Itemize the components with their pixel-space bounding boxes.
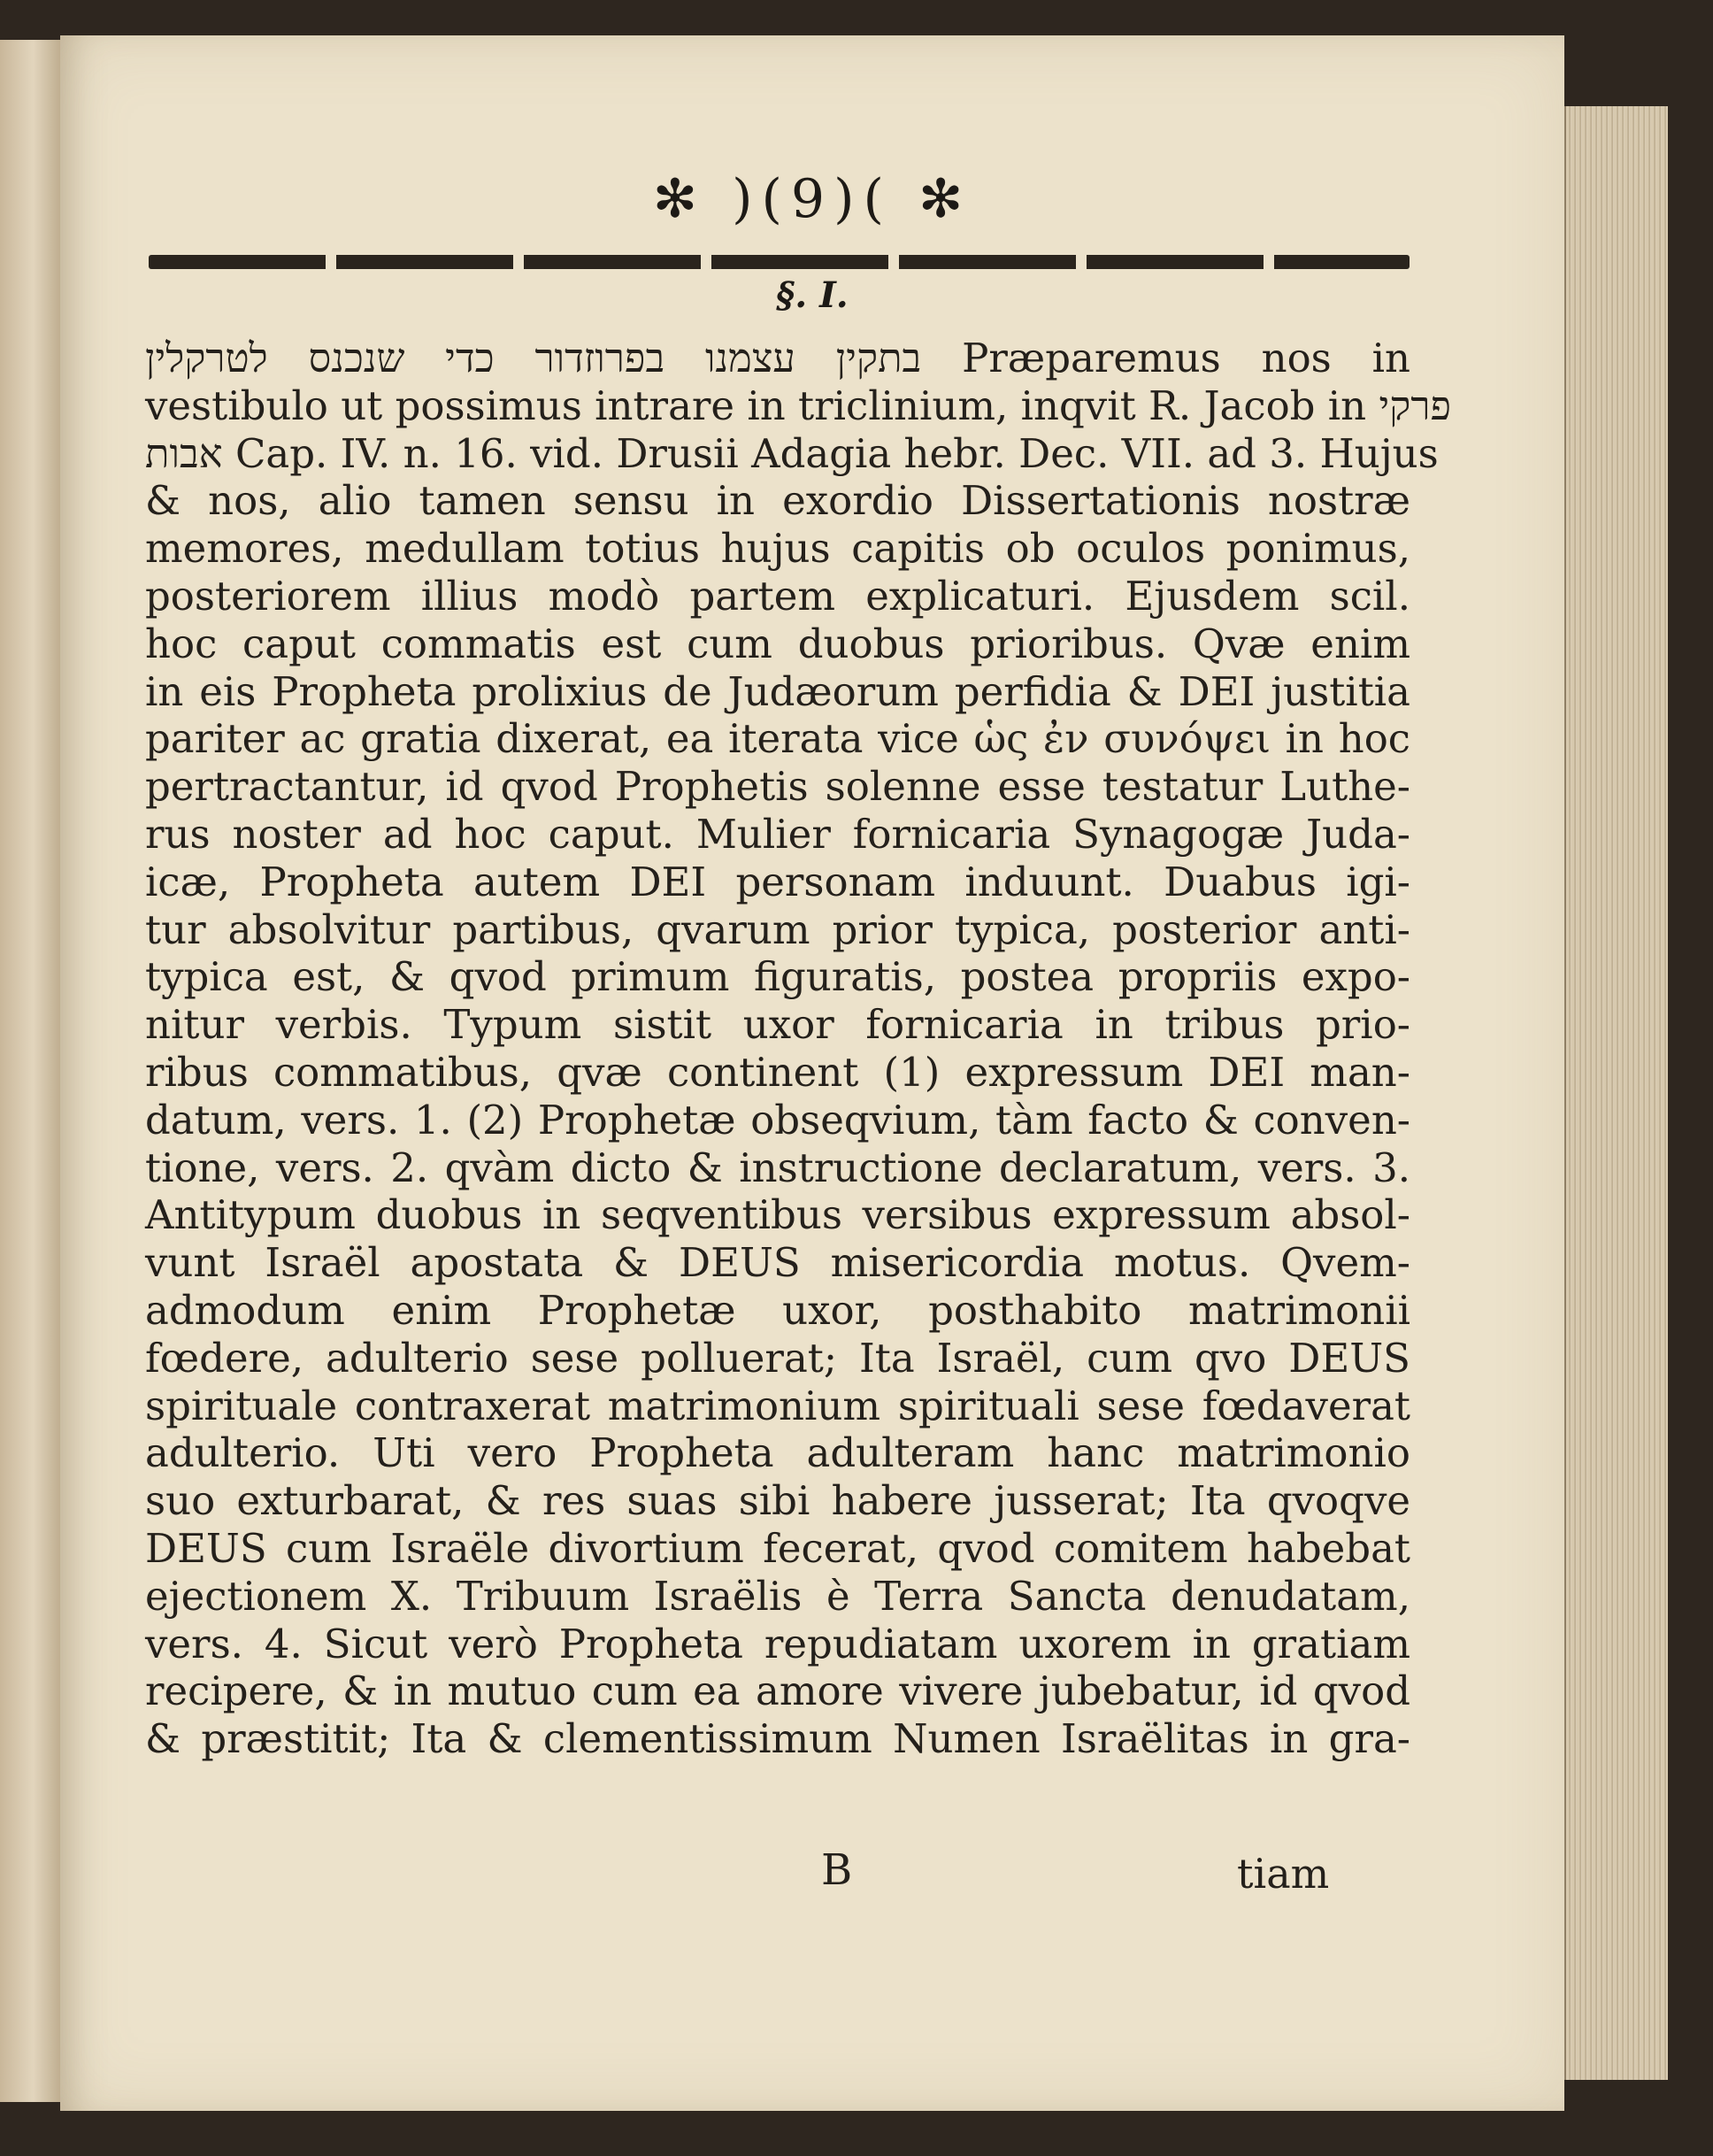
text-line: posteriorem illius modò partem explicaturi. Ejusdem scil. <box>145 572 1410 620</box>
text-line: spirituale contraxerat matrimonium spirituali sese fœdaverat <box>145 1382 1410 1429</box>
text-line: in eis Propheta prolixius de Judæorum perfidia & DEI justitia <box>145 667 1410 715</box>
text-line: בתקין עצמנו בפרוזדור כדי שנכנס לטרקלין Præparemus nos in <box>145 335 1410 381</box>
text-line: suo exturbarat, & res suas sibi habere jusserat; Ita qvoqve <box>145 1477 1410 1525</box>
text-line: vunt Israël apostata & DEUS misericordia motus. Qvem- <box>145 1239 1410 1287</box>
text-line: אבות Cap. IV. n. 16. vid. Drusii Adagia hebr. Dec. VII. ad 3. Hujus <box>145 429 1439 477</box>
text-line: recipere, & in mutuo cum ea amore vivere jubebatur, id qvod <box>145 1667 1410 1715</box>
text-line: & nos, alio tamen sensu in exordio Dissertationis nostræ <box>145 477 1410 525</box>
text-line: ribus commatibus, qvæ continent (1) expressum DEI man- <box>145 1048 1410 1096</box>
text-line: nitur verbis. Typum sistit uxor fornicaria in tribus prio- <box>145 1001 1410 1049</box>
text-line: pariter ac gratia dixerat, ea iterata vice ὡς ἐν συνόψει in hoc <box>145 715 1410 763</box>
text-line: fœdere, adulterio sese polluerat; Ita Israël, cum qvo DEUS <box>145 1334 1410 1382</box>
text-line: DEUS cum Israële divortium fecerat, qvod comitem habebat <box>145 1524 1410 1572</box>
catchword: tiam <box>1237 1850 1330 1898</box>
text-line: hoc caput commatis est cum duobus prioribus. Qvæ enim <box>145 620 1410 667</box>
text-line: tur absolvitur partibus, qvarum prior typica, posterior anti- <box>145 905 1410 953</box>
text-line: admodum enim Prophetæ uxor, posthabito matrimonii <box>145 1286 1410 1334</box>
book-page <box>60 35 1564 2111</box>
text-line: vestibulo ut possimus intrare in triclinium, inqvit R. Jacob in פרקי <box>145 381 1452 429</box>
text-line: datum, vers. 1. (2) Prophetæ obseqvium, tàm facto & conven- <box>145 1096 1410 1143</box>
text-line: adulterio. Uti vero Propheta adulteram hanc matrimonio <box>145 1429 1410 1477</box>
section-mark: §. I. <box>776 274 849 316</box>
header-ornament: ✻ )(9)( ✻ <box>652 168 972 230</box>
text-line: ejectionem X. Tribuum Israëlis è Terra Sancta denudatam, <box>145 1572 1410 1620</box>
text-line: Antitypum duobus in seqventibus versibus expressum absol- <box>145 1191 1410 1239</box>
text-line: pertractantur, id qvod Prophetis solenne esse testatur Luthe- <box>145 763 1410 811</box>
left-page-edge <box>0 40 62 2102</box>
text-line: tione, vers. 2. qvàm dicto & instructione declaratum, vers. 3. <box>145 1143 1410 1191</box>
text-line: typica est, & qvod primum figuratis, postea propriis expo- <box>145 953 1410 1001</box>
signature-mark: B <box>821 1845 853 1895</box>
text-line: icæ, Propheta autem DEI personam induunt. Duabus igi- <box>145 858 1410 905</box>
text-line: rus noster ad hoc caput. Mulier fornicaria Synagogæ Juda- <box>145 810 1410 858</box>
text-line: memores, medullam totius hujus capitis ob oculos ponimus, <box>145 525 1410 573</box>
text-line: & præstitit; Ita & clementissimum Numen Israëlitas in gra- <box>145 1715 1410 1763</box>
body-text <box>145 335 1452 1763</box>
text-line: vers. 4. Sicut verò Propheta repudiatam uxorem in gratiam <box>145 1620 1410 1667</box>
header-rule <box>149 255 1410 269</box>
page-stack-edge <box>1564 106 1668 2080</box>
